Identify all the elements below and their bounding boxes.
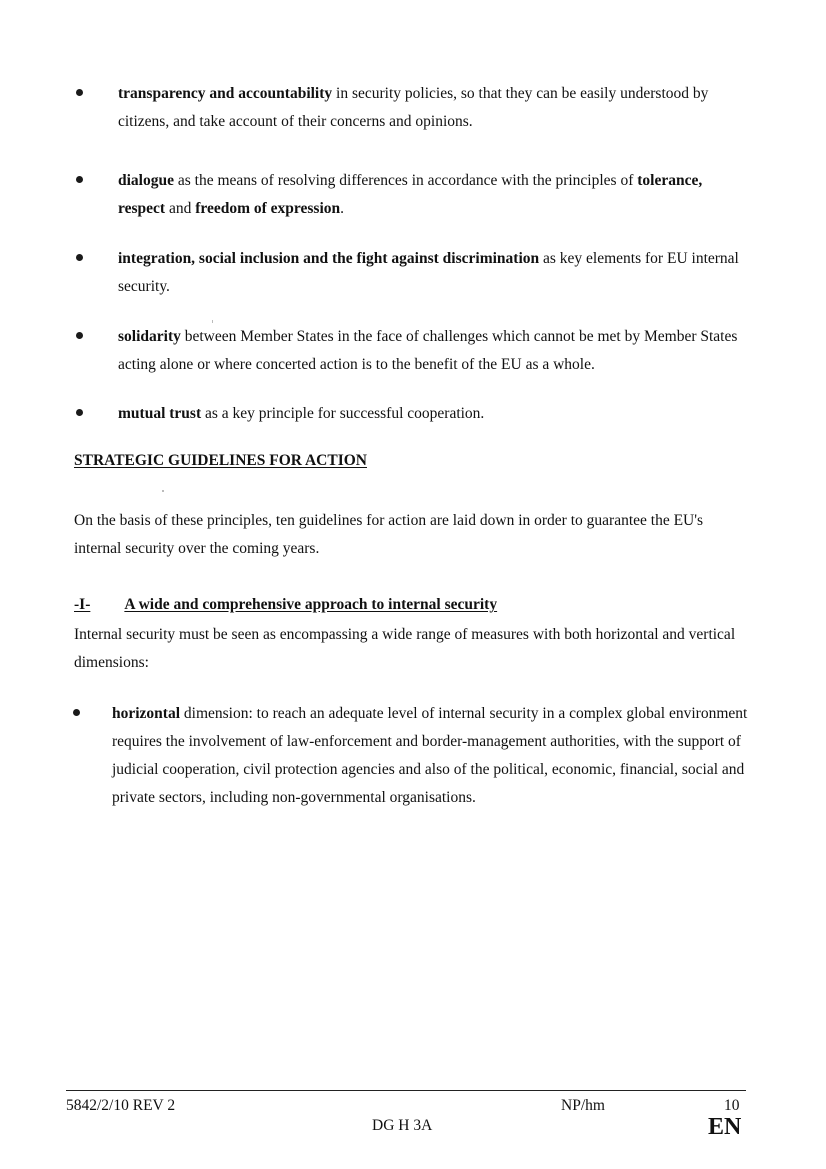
strategic-guidelines-heading: STRATEGIC GUIDELINES FOR ACTION (74, 452, 367, 469)
footer-doc-ref: 5842/2/10 REV 2 (66, 1097, 176, 1114)
bold-term: solidarity (118, 328, 181, 345)
section-one-intro: Internal security must be seen as encompassing a wide range of measures with both horizontal and vertical dimensions: (74, 626, 736, 671)
footer-dg: DG H 3A (372, 1117, 433, 1134)
text-run: as a key principle for successful cooperation. (201, 405, 485, 422)
bullet-icon (76, 254, 83, 261)
scan-speck (162, 490, 164, 492)
bullet-icon (76, 332, 83, 339)
section-number: -I- (74, 596, 91, 613)
bullet-icon (76, 409, 83, 416)
footer-rule (66, 1090, 746, 1091)
footer-language: EN (708, 1114, 742, 1140)
bullet-icon (76, 89, 83, 96)
text-run: as the means of resolving differences in accordance with the principles of (173, 172, 638, 189)
bullet-text (118, 167, 748, 223)
bullet-text (118, 323, 748, 379)
bold-term: integration, social inclusion and the fight against discrimination (118, 250, 540, 267)
text-run: dimension: to reach an adequate level of internal security in a complex global environment requires the involvement of law-enforcement and border-management authorities, with the support of judicial cooperation, civil protection agencies and also of the political, economic, financial, social and private sectors, including non-governmental organisations. (112, 705, 748, 806)
bold-term: mutual trust (118, 405, 202, 422)
text-run: and (165, 200, 196, 217)
footer-page-number: 10 (724, 1097, 740, 1114)
bullet-text (118, 80, 748, 136)
section-title: A wide and comprehensive approach to internal security (124, 596, 498, 613)
scan-speck (212, 320, 213, 323)
bullet-icon (76, 176, 83, 183)
bold-term: transparency and accountability (118, 85, 333, 102)
text-run: in security policies, so that they can be easily understood by citizens, and take account of their concerns and opinions. (118, 85, 709, 130)
bold-term: freedom of expression (195, 200, 341, 217)
text-run: between Member States in the face of challenges which cannot be met by Member States acting alone or where concerted action is to the benefit of the EU as a whole. (118, 328, 738, 373)
text-run: as key elements for EU internal security. (118, 250, 739, 295)
footer-initials: NP/hm (561, 1097, 605, 1114)
text-run: . (340, 200, 345, 217)
bullet-text (118, 245, 748, 301)
strategic-intro-paragraph: On the basis of these principles, ten guidelines for action are laid down in order to guarantee the EU's internal security over the coming years. (74, 512, 704, 557)
bold-term: horizontal (112, 705, 181, 722)
section-one-heading (74, 596, 497, 614)
bullet-icon (73, 709, 80, 716)
bullet-text (112, 700, 752, 812)
bold-term: dialogue (118, 172, 174, 189)
bold-term: tolerance, respect (118, 172, 703, 217)
bullet-text (118, 400, 748, 428)
